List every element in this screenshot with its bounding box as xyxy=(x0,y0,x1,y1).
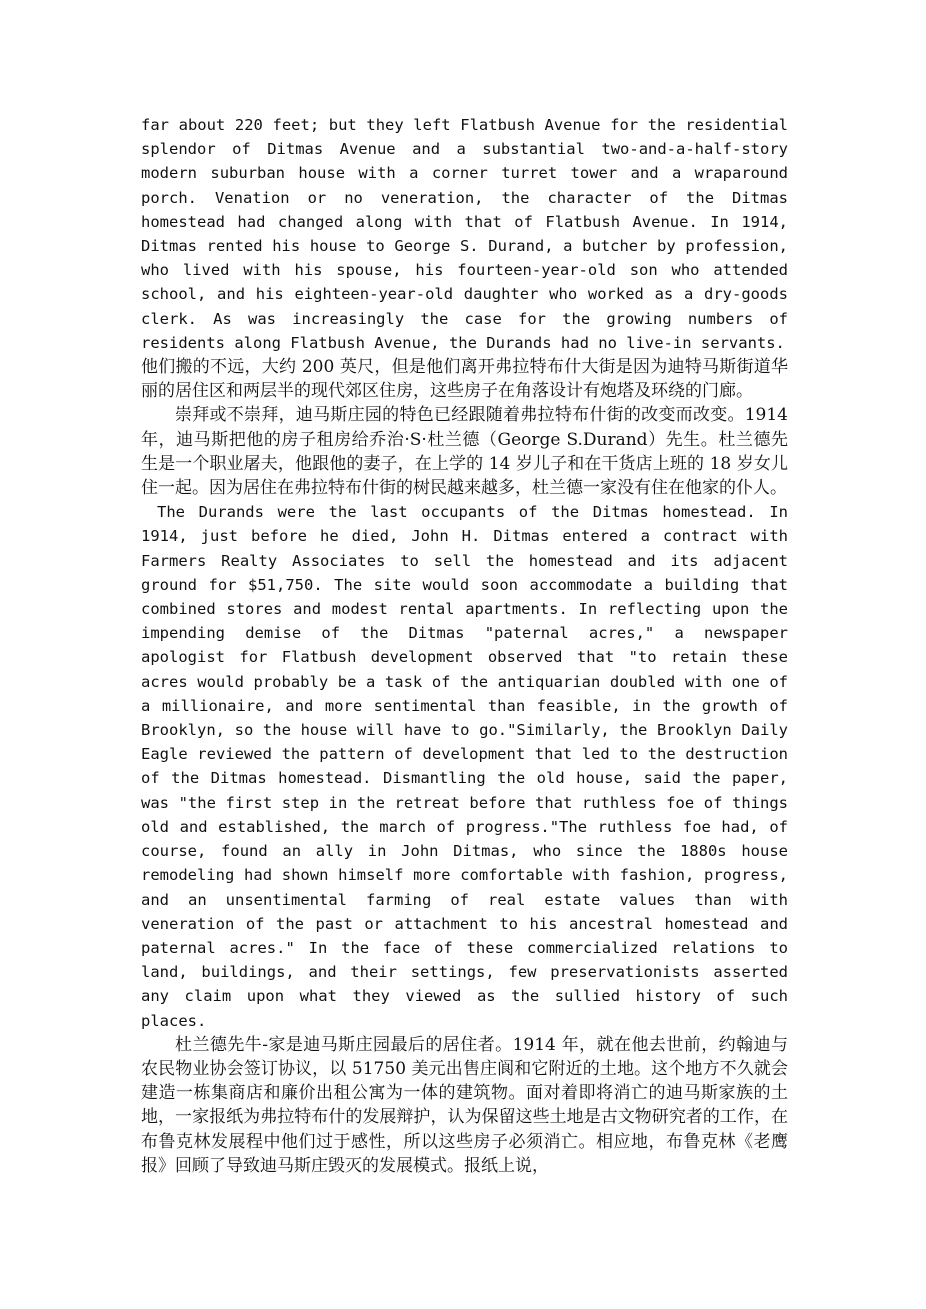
paragraph-english-1: far about 220 feet; but they left Flatbush Avenue for the residential splendor of Ditmas Avenue and a substantial two-and-a-half-story modern suburban house with a corner turret tower and a wraparound porch. Venation or no veneration, the character of the Ditmas homestead had changed along with that of Flatbush Avenue. In 1914, Ditmas rented his house to George S. Durand, a butcher by profession, who lived with his spouse, his fourteen-year-old son who attended school, and his eighteen-year-old daughter who worked as a dry-goods clerk. As was increasingly the case for the growing numbers of residents along Flatbush Avenue, the Durands had no live-in servants. xyxy=(141,116,788,352)
paragraph-english-2: The Durands were the last occupants of the Ditmas homestead. In 1914, just before he died, John H. Ditmas entered a contract with Farmers Realty Associates to sell the homestead and its adjacent ground for $51,750. The site would soon accommodate a building that combined stores and modest rental apartments. In reflecting upon the impending demise of the Ditmas "paternal acres," a newspaper apologist for Flatbush development observed that "to retain these acres would probably be a task of the antiquarian doubled with one of a millionaire, and more sentimental than feasible, in the growth of Brooklyn, so the house will have to go."Similarly, the Brooklyn Daily Eagle reviewed the pattern of development that led to the destruction of the Ditmas homestead. Dismantling the old house, said the paper, was "the first step in the retreat before that ruthless foe of things old and established, the march of progress."The ruthless foe had, of course, found an ally in John Ditmas, who since the 1880s house remodeling had shown himself more comfortable with fashion, progress, and an unsentimental farming of real estate values than with veneration of the past or attachment to his ancestral homestead and paternal acres." In the face of these commercialized relations to land, buildings, and their settings, few preservationists asserted any claim upon what they viewed as the sullied history of such places. xyxy=(141,503,788,1030)
document-page xyxy=(141,113,788,1178)
paragraph-chinese-2: 崇拜或不崇拜，迪马斯庄园的特色已经跟随着弗拉特布什街的改变而改变。1914 年，迪马斯把他的房子租房给乔治·S·杜兰德（George S.Durand）先生。杜兰德先生是一个职业屠夫，他跟他的妻子，在上学的 14 岁儿子和在干货店上班的 18 岁女儿住一起。因为居住在弗拉特布什街的树民越来越多，杜兰德一家没有住在他家的仆人。 xyxy=(141,405,788,499)
paragraph-chinese-3: 杜兰德先牛-家是迪马斯庄园最后的居住者。1914 年，就在他去世前，约翰迪与农民物业协会签订协议，以 51750 美元出售庄阆和它附近的土地。这个地方不久就会建造一栋集商店和廉价出租公寓为一体的建筑物。面对着即将消亡的迪马斯家族的土地，一家报纸为弗拉特布什的发展辩护，认为保留这些土地是古文物研究者的工作，在布鲁克林发展程中他们过于感性，所以这些房子必须消亡。相应地，布鲁克林《老鹰报》回顾了导致迪马斯庄毁灭的发展模式。报纸上说， xyxy=(141,1034,788,1176)
paragraph-chinese-1: 他们搬的不远，大约 200 英尺，但是他们离开弗拉特布什大街是因为迪特马斯街道华丽的居住区和两层半的现代郊区住房，这些房子在角落设计有炮塔及环绕的门廊。 xyxy=(141,357,788,402)
